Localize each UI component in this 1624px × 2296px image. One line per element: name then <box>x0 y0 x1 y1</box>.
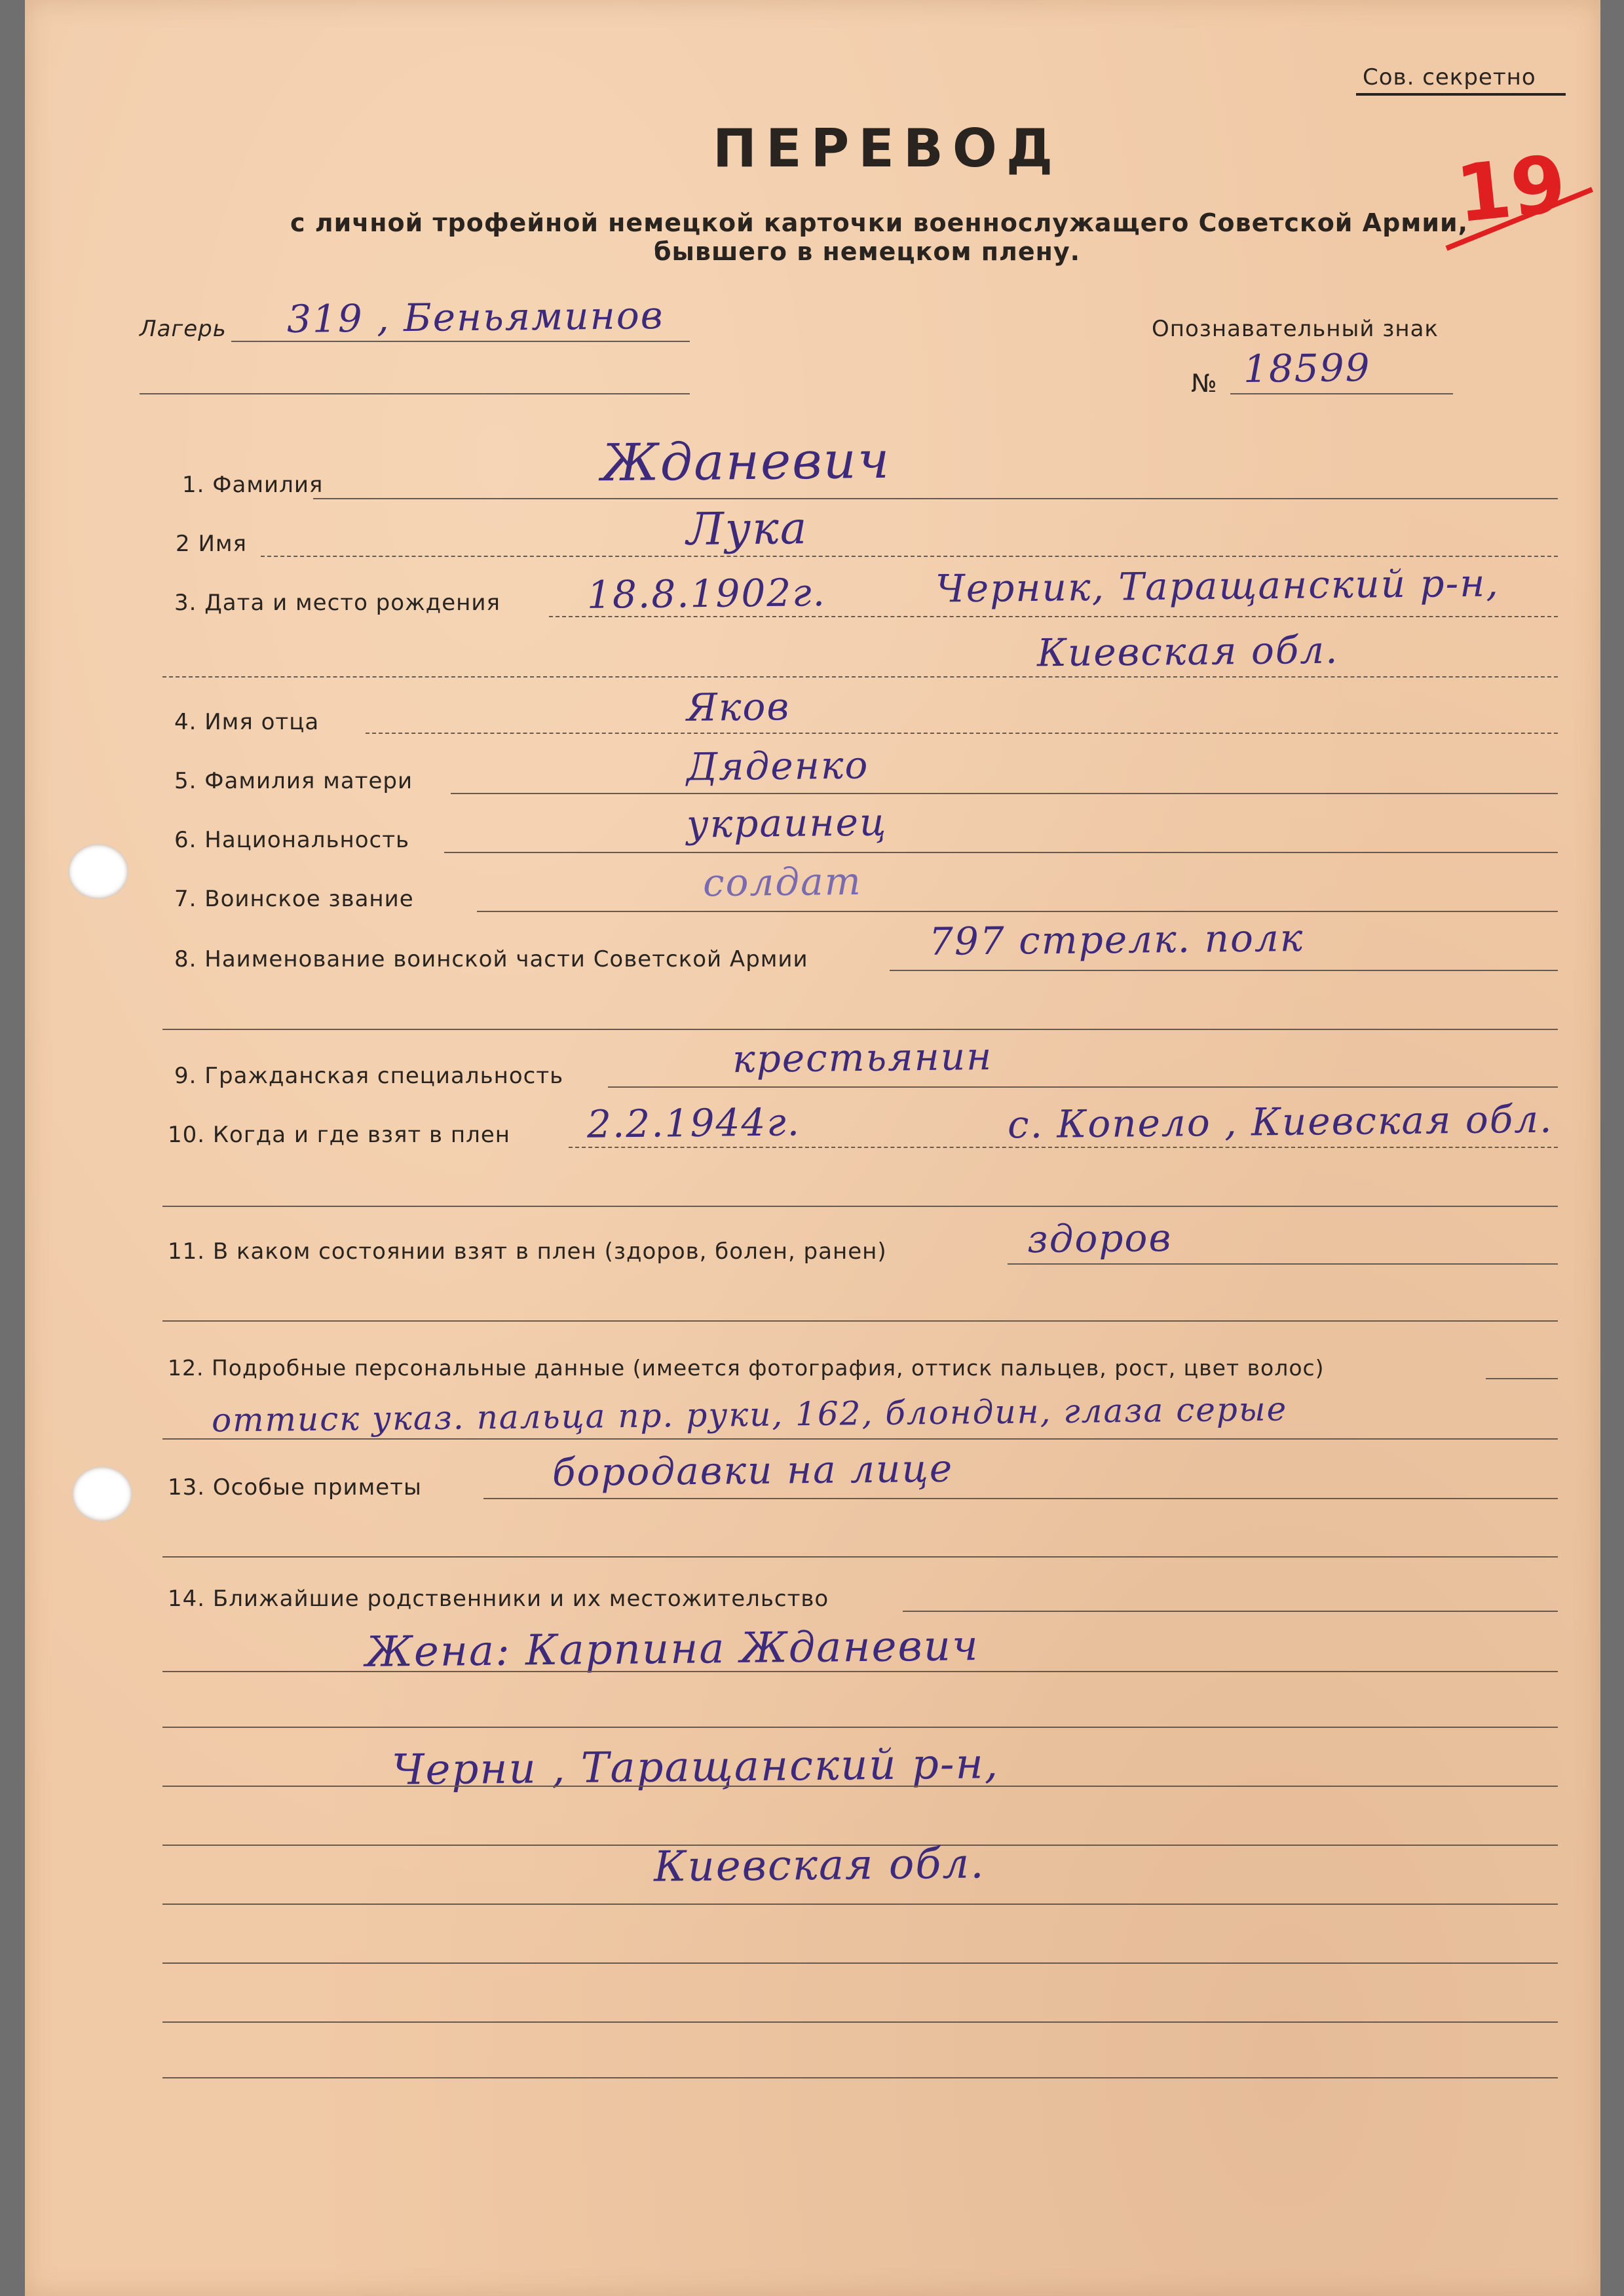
field-6-label: 6. Национальность <box>174 827 410 853</box>
field-14-line <box>903 1611 1558 1612</box>
field-11-label: 11. В каком состоянии взят в плен (здоров, болен, ранен) <box>168 1238 887 1265</box>
field-3-label: 3. Дата и место рождения <box>174 590 500 616</box>
field-5-label: 5. Фамилия матери <box>174 768 413 794</box>
field-10-label: 10. Когда и где взят в плен <box>168 1122 510 1148</box>
field-10-line-2 <box>162 1206 1558 1207</box>
field-8-label: 8. Наименование воинской части Советской Армии <box>174 946 808 972</box>
field-12-line <box>1486 1378 1558 1379</box>
field-7-value: солдат <box>702 858 863 906</box>
document-subtitle-line2: бывшего в немецком плену. <box>654 237 1081 266</box>
field-9-value: крестьянин <box>732 1033 993 1082</box>
field-3-place: Черник, Таращанский р-н, <box>935 560 1500 611</box>
field-14-line-9 <box>162 2077 1558 2078</box>
field-8-line-2 <box>162 1029 1558 1030</box>
id-tag-label: Опознавательный знак <box>1152 316 1439 342</box>
field-3-line <box>549 616 1558 617</box>
field-4-line <box>366 733 1558 734</box>
field-12-label: 12. Подробные персональные данные (имеется фотография, оттиск пальцев, рост, цвет волос) <box>168 1355 1325 1381</box>
field-3-line-2 <box>162 676 1558 678</box>
document-subtitle-line1: с личной трофейной немецкой карточки военнослужащего Советской Армии, <box>290 208 1469 237</box>
punch-hole-top <box>68 844 128 899</box>
field-14-line-2 <box>162 1671 1558 1672</box>
field-2-label: 2 Имя <box>176 531 247 557</box>
field-1-line <box>313 498 1558 499</box>
field-14-label: 14. Ближайшие родственники и их местожительство <box>168 1586 829 1612</box>
field-14-value-3: Киевская обл. <box>653 1839 985 1892</box>
field-4-label: 4. Имя отца <box>174 709 320 735</box>
field-1-label: 1. Фамилия <box>182 472 324 498</box>
field-13-label: 13. Особые приметы <box>168 1474 422 1501</box>
field-3-date: 18.8.1902г. <box>586 570 827 617</box>
field-2-line <box>261 556 1558 557</box>
field-1-value: Жданевич <box>601 430 891 493</box>
field-8-value: 797 стрелк. полк <box>928 915 1304 964</box>
camp-label: Лагерь <box>140 316 227 342</box>
field-14-value-1: Жена: Карпина Жданевич <box>365 1622 980 1677</box>
field-12-line-2 <box>162 1438 1558 1440</box>
field-14-line-8 <box>162 2021 1558 2023</box>
field-4-value: Яков <box>686 684 791 730</box>
field-12-value: оттиск указ. пальца пр. руки, 162, блондин, глаза серые <box>211 1390 1288 1440</box>
field-14-line-3 <box>162 1727 1558 1728</box>
archive-number: 19 <box>1452 138 1570 241</box>
secrecy-label: Сов. секретно <box>1363 64 1536 90</box>
punch-hole-bottom <box>72 1466 132 1521</box>
field-11-line <box>1008 1263 1558 1265</box>
field-2-value: Лука <box>686 503 808 556</box>
field-5-value: Дяденко <box>686 742 869 790</box>
camp-value: 319 , Беньяминов <box>286 292 664 342</box>
field-10-date: 2.2.1944г. <box>586 1100 801 1147</box>
field-9-label: 9. Гражданская специальность <box>174 1063 564 1089</box>
document-sheet <box>25 0 1600 2296</box>
field-13-line <box>483 1498 1558 1499</box>
field-10-line <box>569 1147 1558 1148</box>
field-13-value: бородавки на лице <box>552 1445 954 1495</box>
field-10-place: с. Копело , Киевская обл. <box>1007 1096 1553 1147</box>
field-13-line-2 <box>162 1556 1558 1558</box>
field-6-line <box>444 852 1558 853</box>
field-3-place-2: Киевская обл. <box>1036 627 1339 676</box>
camp-line-2 <box>140 393 690 394</box>
document-title: ПЕРЕВОД <box>713 118 1063 179</box>
field-7-label: 7. Воинское звание <box>174 886 414 912</box>
field-6-value: украинец <box>686 799 888 847</box>
field-14-line-4 <box>162 1786 1558 1787</box>
field-14-line-7 <box>162 1962 1558 1964</box>
id-tag-line <box>1230 393 1453 394</box>
secrecy-underline <box>1356 93 1566 96</box>
id-tag-value: 18599 <box>1243 345 1371 392</box>
field-9-line <box>608 1086 1558 1088</box>
field-8-line <box>890 970 1558 971</box>
field-11-line-2 <box>162 1320 1558 1322</box>
field-14-value-2: Черни , Таращанский р-н, <box>391 1740 1000 1795</box>
id-tag-number-sign: № <box>1191 369 1218 398</box>
field-14-line-6 <box>162 1904 1558 1905</box>
field-11-value: здоров <box>1027 1215 1173 1262</box>
field-7-line <box>477 911 1558 912</box>
field-5-line <box>451 793 1558 794</box>
